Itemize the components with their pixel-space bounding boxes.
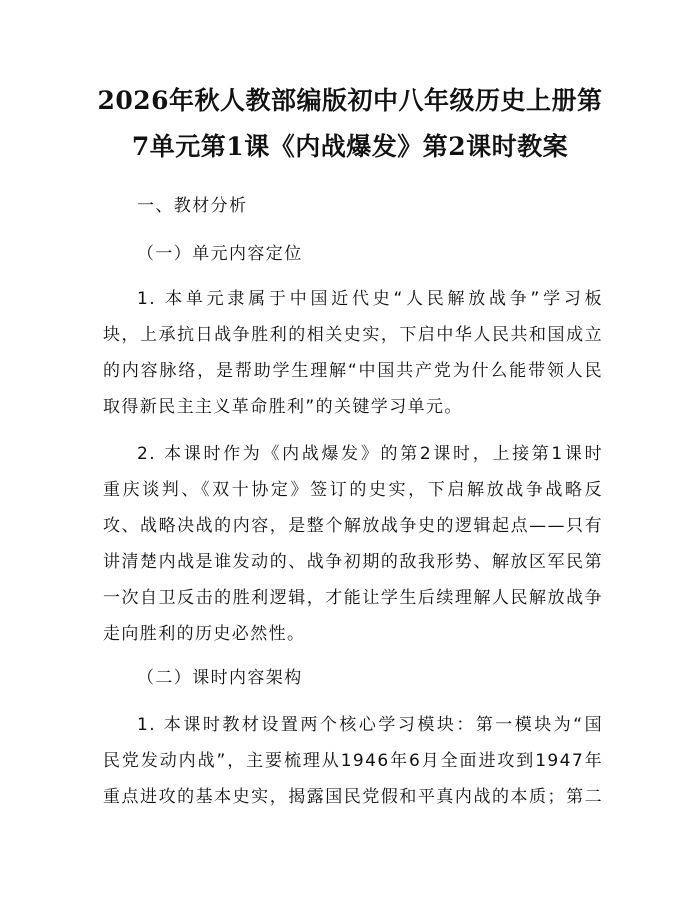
subsection-heading-lesson-structure: （二）课时内容架构 [137,668,303,688]
document-title-line-1: 2026年秋人教部编版初中八年级历史上册第 [97,86,603,115]
paragraph-line: 攻、战略决战的内容，是整个解放战争史的逻辑起点——只有 [103,516,603,536]
paragraph-line: 取得新民主主义革命胜利”的关键学习单元。 [103,397,463,417]
paragraph-line: 民党发动内战”，主要梳理从1946年6月全面进攻到1947年 [103,751,603,771]
paragraph-line: 块，上承抗日战争胜利的相关史实，下启中华人民共和国成立 [103,325,603,345]
subsection-heading-unit-positioning: （一）单元内容定位 [137,244,303,264]
paragraph-line: 一次自卫反击的胜利逻辑，才能让学生后续理解人民解放战争 [103,588,603,608]
paragraph-line: 讲清楚内战是谁发动的、战争初期的敌我形势、解放区军民第 [103,552,603,572]
section-heading-textbook-analysis: 一、教材分析 [137,196,248,216]
paragraph-line: 2. 本课时作为《内战爆发》的第2课时，上接第1课时 [137,444,603,464]
paragraph-line: 重庆谈判、《双十协定》签订的史实，下启解放战争战略反 [103,480,603,500]
document-title-line-2: 7单元第1课《内战爆发》第2课时教案 [131,132,569,161]
paragraph-line: 1. 本单元隶属于中国近代史“人民解放战争”学习板 [137,289,603,309]
paragraph-line: 的内容脉络，是帮助学生理解“中国共产党为什么能带领人民 [103,361,603,381]
paragraph-unit-positioning-2 [103,436,603,656]
paragraph-unit-positioning-1 [103,281,603,429]
paragraph-line: 走向胜利的历史必然性。 [103,624,306,644]
paragraph-lesson-structure-1 [103,707,603,892]
paragraph-line: 重点进攻的基本史实，揭露国民党假和平真内战的本质；第二 [103,787,603,807]
paragraph-line: 1. 本课时教材设置两个核心学习模块：第一模块为“国 [137,715,603,735]
